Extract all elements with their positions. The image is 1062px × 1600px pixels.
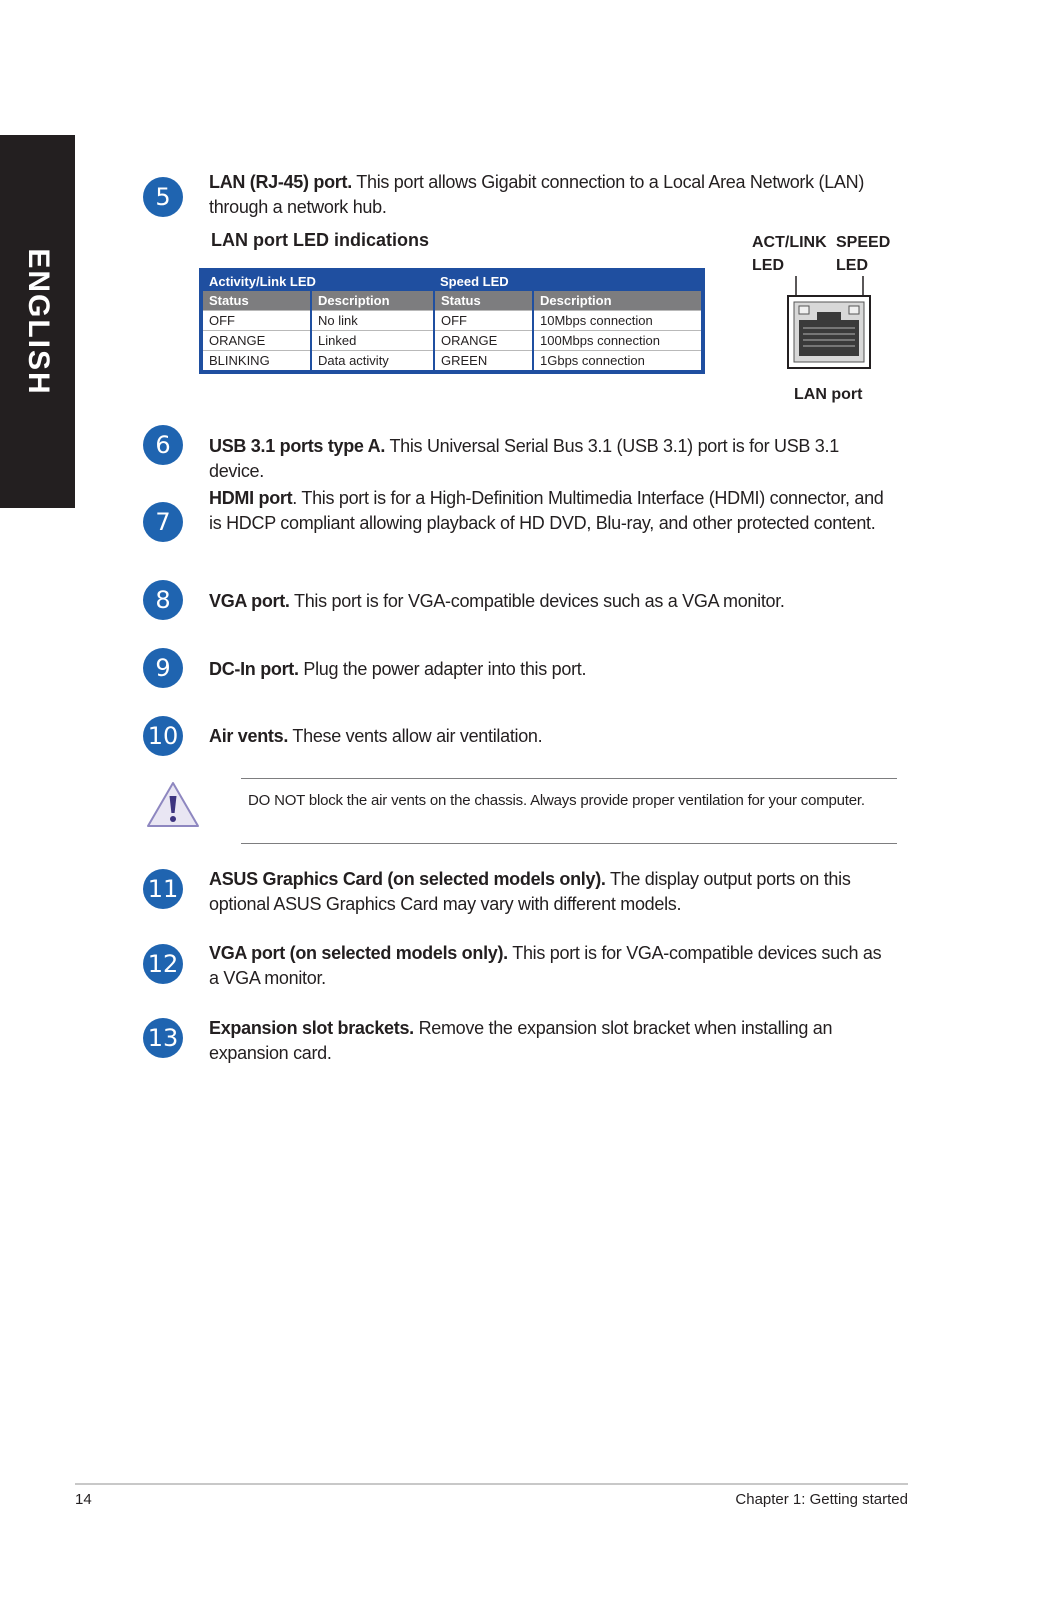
table-cell: ORANGE: [201, 331, 311, 351]
item-8-text: This port is for VGA-compatible devices such as a VGA monitor.: [289, 591, 785, 611]
speed-label-line1: SPEED: [836, 234, 891, 251]
item-13-description: [209, 1016, 894, 1066]
table-cell: 10Mbps connection: [533, 311, 703, 331]
item-10-title: Air vents.: [209, 726, 289, 746]
item-5-text: This port allows Gigabit connection to a Local Area Network (LAN) through a network hub.: [209, 172, 865, 217]
table-cell: BLINKING: [201, 351, 311, 373]
item-12-badge: 12: [143, 944, 183, 984]
item-12-description: [209, 941, 894, 991]
item-7-badge: 7: [143, 502, 183, 542]
item-9-badge: 9: [143, 648, 183, 688]
table-cell: ORANGE: [434, 331, 533, 351]
item-5-title: LAN (RJ-45) port.: [209, 172, 352, 192]
lan-port-diagram: [787, 276, 873, 370]
group-header-activity: Activity/Link LED: [201, 270, 434, 291]
table-row: [201, 331, 703, 351]
item-12-title: VGA port (on selected models only).: [209, 943, 508, 963]
table-cell: OFF: [201, 311, 311, 331]
language-tab-label: ENGLISH: [21, 247, 55, 396]
item-7-description: [209, 486, 894, 536]
table-cell: OFF: [434, 311, 533, 331]
item-11-badge: 11: [143, 869, 183, 909]
led-indications-table: [199, 268, 705, 374]
speed-label-line2: LED: [836, 257, 868, 274]
item-10-badge: 10: [143, 716, 183, 756]
table-cell: No link: [311, 311, 434, 331]
table-cell: GREEN: [434, 351, 533, 373]
item-11-title: ASUS Graphics Card (on selected models only).: [209, 869, 606, 889]
table-row: [201, 311, 703, 331]
item-7-text: . This port is for a High-Definition Multimedia Interface (HDMI) connector, and is HDCP compliant allowing playback of HD DVD, Blu-ray, and other protected content.: [209, 488, 884, 533]
led-section-heading: LAN port LED indications: [211, 230, 429, 250]
act-link-label-line1: ACT/LINK: [752, 234, 827, 251]
item-9-description: [209, 657, 894, 682]
table-cell: 1Gbps connection: [533, 351, 703, 373]
group-header-speed: Speed LED: [434, 270, 703, 291]
table-cell: Data activity: [311, 351, 434, 373]
chapter-title: Chapter 1: Getting started: [735, 1491, 908, 1508]
lan-port-caption: LAN port: [794, 386, 863, 403]
item-10-description: [209, 724, 894, 749]
item-5-badge: 5: [143, 177, 183, 217]
language-tab: [0, 135, 75, 508]
act-link-led-label: [752, 231, 827, 277]
item-7-title: HDMI port: [209, 488, 293, 508]
item-8-title: VGA port.: [209, 591, 290, 611]
item-8-badge: 8: [143, 580, 183, 620]
item-6-description: [209, 434, 894, 484]
item-13-title: Expansion slot brackets.: [209, 1018, 414, 1038]
table-group-header-row: [201, 270, 703, 291]
item-6-title: USB 3.1 ports type A.: [209, 436, 386, 456]
caution-text: DO NOT block the air vents on the chassis. Always provide proper ventilation for your computer.: [248, 792, 865, 809]
item-13-badge: 13: [143, 1018, 183, 1058]
table-cell: Linked: [311, 331, 434, 351]
item-10-text: These vents allow air ventilation.: [288, 726, 543, 746]
item-11-description: [209, 867, 894, 917]
column-header: Status: [434, 291, 533, 311]
item-5-description: [209, 170, 894, 220]
table-row: [201, 351, 703, 373]
item-9-title: DC-In port.: [209, 659, 299, 679]
item-8-description: [209, 589, 894, 614]
item-6-text: This Universal Serial Bus 3.1 (USB 3.1) port is for USB 3.1 device.: [209, 436, 839, 481]
table-column-header-row: [201, 291, 703, 311]
item-13-text: Remove the expansion slot bracket when installing an expansion card.: [209, 1018, 833, 1063]
footer-divider: [75, 1483, 908, 1485]
table-cell: 100Mbps connection: [533, 331, 703, 351]
item-12-text: This port is for VGA-compatible devices such as a VGA monitor.: [209, 943, 882, 988]
item-6-badge: 6: [143, 425, 183, 465]
act-link-label-line2: LED: [752, 257, 784, 274]
speed-led-label: [836, 231, 890, 277]
column-header: Status: [201, 291, 311, 311]
item-9-text: Plug the power adapter into this port.: [298, 659, 587, 679]
item-11-text: The display output ports on this optional ASUS Graphics Card may vary with different models.: [209, 869, 851, 914]
warning-triangle-icon: [145, 780, 201, 830]
column-header: Description: [311, 291, 434, 311]
column-header: Description: [533, 291, 703, 311]
page-number: 14: [75, 1491, 92, 1508]
